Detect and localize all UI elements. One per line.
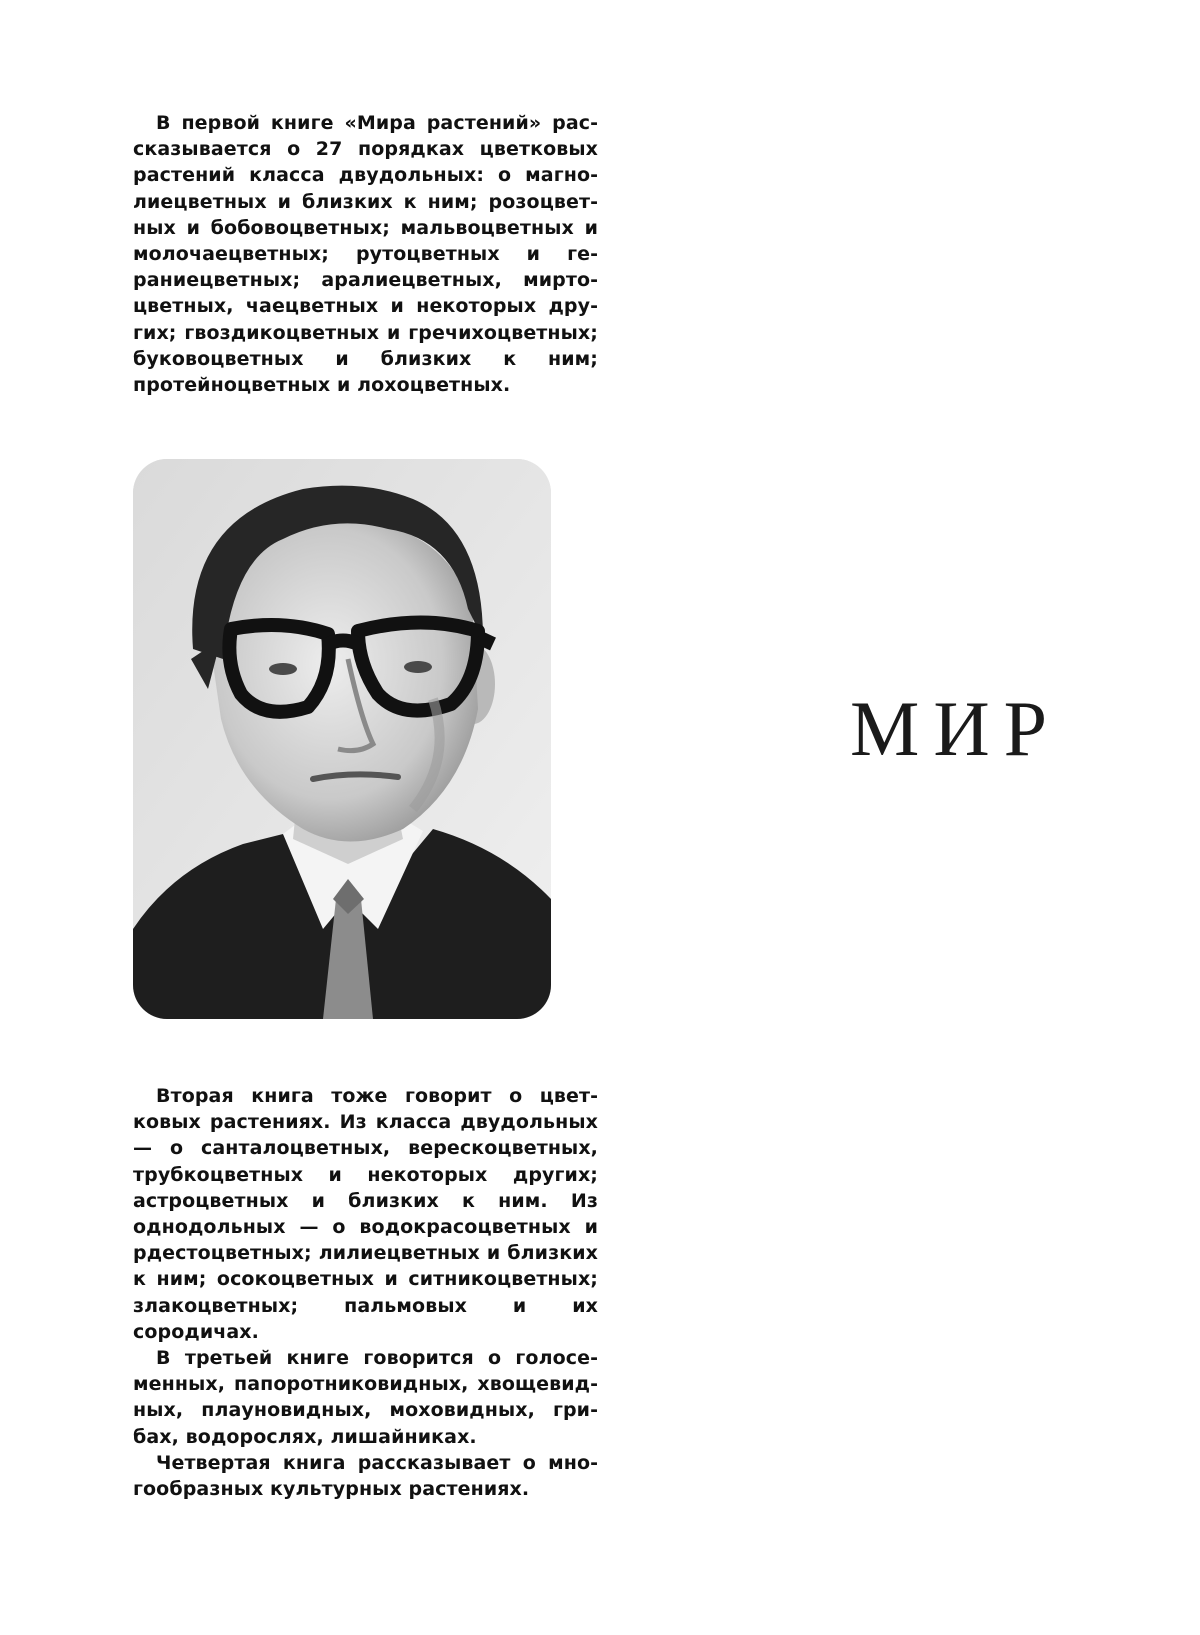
author-portrait	[133, 459, 551, 1019]
books-text	[133, 1083, 598, 1502]
book-2-paragraph: Вторая книга тоже говорит о цветковых растениях. Из класса двудольных — о санталоцветных, верескоцветных, трубкоцветных и некоторых других; астроцветных и близких к ним. Из однодольных — о водокрасоцветных и рдестоцветных; лилиецветных и близких к ним; осокоцветных и ситникоцветных; злакоцветных; пальмовых и их сородичах.	[133, 1085, 598, 1343]
intro-text	[133, 110, 598, 398]
book-3-paragraph: В третьей книге говорится о голосеменных, папоротниковидных, хвощевидных, плауновидных, моховидных, грибах, водорослях, лишайниках.	[133, 1347, 598, 1448]
book-4-paragraph: Четвертая книга рассказывает о многообразных культурных растениях.	[133, 1451, 598, 1501]
title-word: МИР	[850, 685, 1062, 772]
portrait-photo	[133, 459, 551, 1019]
intro-paragraph: В первой книге «Мира растений» рассказывается о 27 порядках цветковых растений класса двудольных: о магнолиецветных и близких к ним; розоцветных и бобовоцветных; мальвоцветных и молочаецветных; рутоцветных и гераниецветных; аралиецветных, миртоцветных, чаецветных и некоторых других; гвоздикоцветных и гречихоцветных; буковоцветных и близких к ним; протейноцветных и лохоцветных.	[133, 112, 598, 397]
